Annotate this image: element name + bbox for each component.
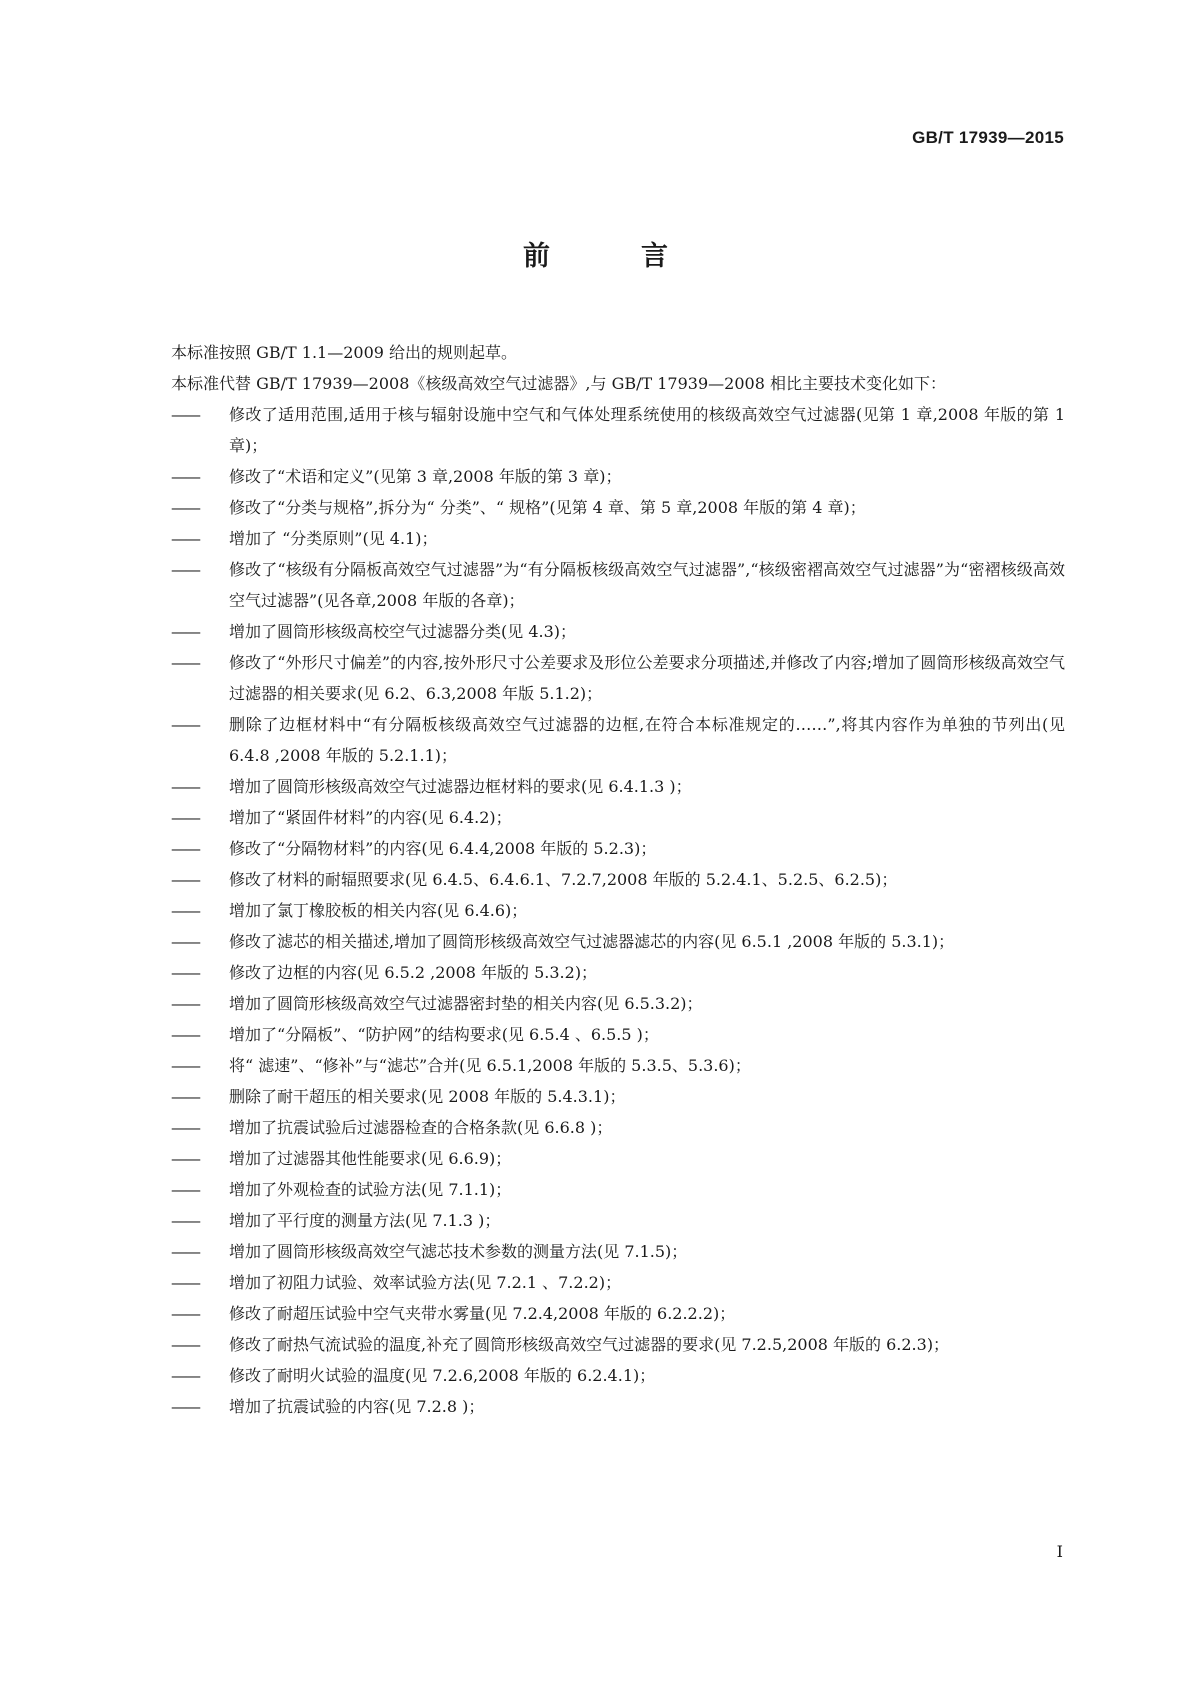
list-dash: —— [171,467,199,486]
list-dash: —— [171,1056,199,1075]
list-item-text: 增加了圆筒形核级高效空气过滤器密封垫的相关内容(见 6.5.3.2)； [229,994,703,1013]
standard-number: GB/T 17939—2015 [912,128,1064,147]
list-item [128,492,1065,523]
list-item-text: 增加了圆筒形核级高效空气过滤器边框材料的要求(见 6.4.1.3 )； [229,777,692,796]
list-item [128,802,1065,833]
list-item [128,523,1065,554]
list-dash: —— [171,808,199,827]
list-item-text: 修改了适用范围,适用于核与辐射设施中空气和气体处理系统使用的核级高效空气过滤器(见第 1 章,2008 年版的第 1 章)； [229,405,1065,455]
list-item [128,1174,1065,1205]
list-item [128,864,1065,895]
list-item-text: 增加了 “分类原则”(见 4.1)； [229,529,438,548]
list-dash: —— [171,1273,199,1292]
list-dash: —— [171,1335,199,1354]
list-dash: —— [171,932,199,951]
list-item-text: 增加了抗震试验后过滤器检查的合格条款(见 6.6.8 )； [229,1118,613,1137]
list-dash: —— [171,715,199,734]
list-item [128,1112,1065,1143]
list-item [128,647,1065,709]
list-item [128,926,1065,957]
list-item-text: 修改了耐超压试验中空气夹带水雾量(见 7.2.4,2008 年版的 6.2.2.2)； [229,1304,736,1323]
list-item [128,771,1065,802]
list-dash: —— [171,560,199,579]
list-item [128,709,1065,771]
page-title: 前 言 [523,241,700,272]
list-item [128,1205,1065,1236]
list-item-text: 修改了“分类与规格”,拆分为“ 分类”、“ 规格”(见第 4 章、第 5 章,2008 年版的第 4 章)； [229,498,866,517]
change-list [128,399,1065,1422]
list-item-text: 修改了“外形尺寸偏差”的内容,按外形尺寸公差要求及形位公差要求分项描述,并修改了内容;增加了圆筒形核级高效空气过滤器的相关要求(见 6.2、6.3,2008 年版 5.1.2)； [229,653,1065,703]
list-item [128,895,1065,926]
document-body [128,337,1065,1422]
list-item-text: 修改了“分隔物材料”的内容(见 6.4.4,2008 年版的 5.2.3)； [229,839,657,858]
list-item-text: 修改了耐热气流试验的温度,补充了圆筒形核级高效空气过滤器的要求(见 7.2.5,2008 年版的 6.2.3)； [229,1335,950,1354]
list-item-text: 修改了“术语和定义”(见第 3 章,2008 年版的第 3 章)； [229,467,622,486]
list-item-text: 增加了初阻力试验、效率试验方法(见 7.2.1 、7.2.2)； [229,1273,622,1292]
list-item-text: 增加了抗震试验的内容(见 7.2.8 )； [229,1397,485,1416]
list-dash: —— [171,1242,199,1261]
list-dash: —— [171,1087,199,1106]
list-dash: —— [171,405,199,424]
list-item-text: 将“ 滤速”、“修补”与“滤芯”合并(见 6.5.1,2008 年版的 5.3.5、5.3.6)； [229,1056,751,1075]
page-number: I [1056,1542,1063,1561]
list-item-text: 增加了“紧固件材料”的内容(见 6.4.2)； [229,808,512,827]
list-dash: —— [171,994,199,1013]
list-dash: —— [171,839,199,858]
list-item-text: 修改了“核级有分隔板高效空气过滤器”为“有分隔板核级高效空气过滤器”,“核级密褶高效空气过滤器”为“密褶核级高效空气过滤器”(见各章,2008 年版的各章)； [229,560,1065,610]
list-item-text: 删除了耐干超压的相关要求(见 2008 年版的 5.4.3.1)； [229,1087,626,1106]
list-item-text: 删除了边框材料中“有分隔板核级高效空气过滤器的边框,在符合本标准规定的……”,将其内容作为单独的节列出(见 6.4.8 ,2008 年版的 5.2.1.1)； [229,715,1065,765]
list-item-text: 增加了圆筒形核级高校空气过滤器分类(见 4.3)； [229,622,577,641]
list-dash: —— [171,498,199,517]
list-item [128,1360,1065,1391]
list-dash: —— [171,777,199,796]
list-dash: —— [171,1304,199,1323]
list-item-text: 增加了外观检查的试验方法(见 7.1.1)； [229,1180,512,1199]
list-item [128,1143,1065,1174]
list-item [128,1298,1065,1329]
list-dash: —— [171,1118,199,1137]
list-item [128,1050,1065,1081]
list-item-text: 增加了过滤器其他性能要求(见 6.6.9)； [229,1149,512,1168]
list-dash: —— [171,622,199,641]
list-item [128,1329,1065,1360]
list-item [128,957,1065,988]
list-item-text: 增加了氯丁橡胶板的相关内容(见 6.4.6)； [229,901,528,920]
list-dash: —— [171,870,199,889]
list-dash: —— [171,1397,199,1416]
list-dash: —— [171,1149,199,1168]
list-dash: —— [171,1366,199,1385]
list-item [128,1236,1065,1267]
list-item [128,461,1065,492]
list-item [128,833,1065,864]
list-dash: —— [171,963,199,982]
list-dash: —— [171,1180,199,1199]
intro-paragraph-2: 本标准代替 GB/T 17939—2008《核级高效空气过滤器》,与 GB/T 17939—2008 相比主要技术变化如下： [171,374,946,393]
list-dash: —— [171,1025,199,1044]
list-item [128,554,1065,616]
list-item [128,399,1065,461]
list-item-text: 修改了边框的内容(见 6.5.2 ,2008 年版的 5.3.2)； [229,963,598,982]
list-item [128,1391,1065,1422]
list-item-text: 修改了耐明火试验的温度(见 7.2.6,2008 年版的 6.2.4.1)； [229,1366,656,1385]
list-item [128,1267,1065,1298]
list-item [128,1081,1065,1112]
list-item-text: 修改了材料的耐辐照要求(见 6.4.5、6.4.6.1、7.2.7,2008 年版的 5.2.4.1、5.2.5、6.2.5)； [229,870,898,889]
list-item [128,616,1065,647]
list-dash: —— [171,901,199,920]
list-item-text: 修改了滤芯的相关描述,增加了圆筒形核级高效空气过滤器滤芯的内容(见 6.5.1 ,2008 年版的 5.3.1)； [229,932,955,951]
list-dash: —— [171,529,199,548]
list-item [128,1019,1065,1050]
list-dash: —— [171,653,199,672]
list-item-text: 增加了平行度的测量方法(见 7.1.3 )； [229,1211,501,1230]
list-dash: —— [171,1211,199,1230]
list-item-text: 增加了“分隔板”、“防护网”的结构要求(见 6.5.4 、6.5.5 )； [229,1025,659,1044]
list-item-text: 增加了圆筒形核级高效空气滤芯技术参数的测量方法(见 7.1.5)； [229,1242,688,1261]
list-item [128,988,1065,1019]
intro-paragraph-1: 本标准按照 GB/T 1.1—2009 给出的规则起草。 [171,343,518,362]
